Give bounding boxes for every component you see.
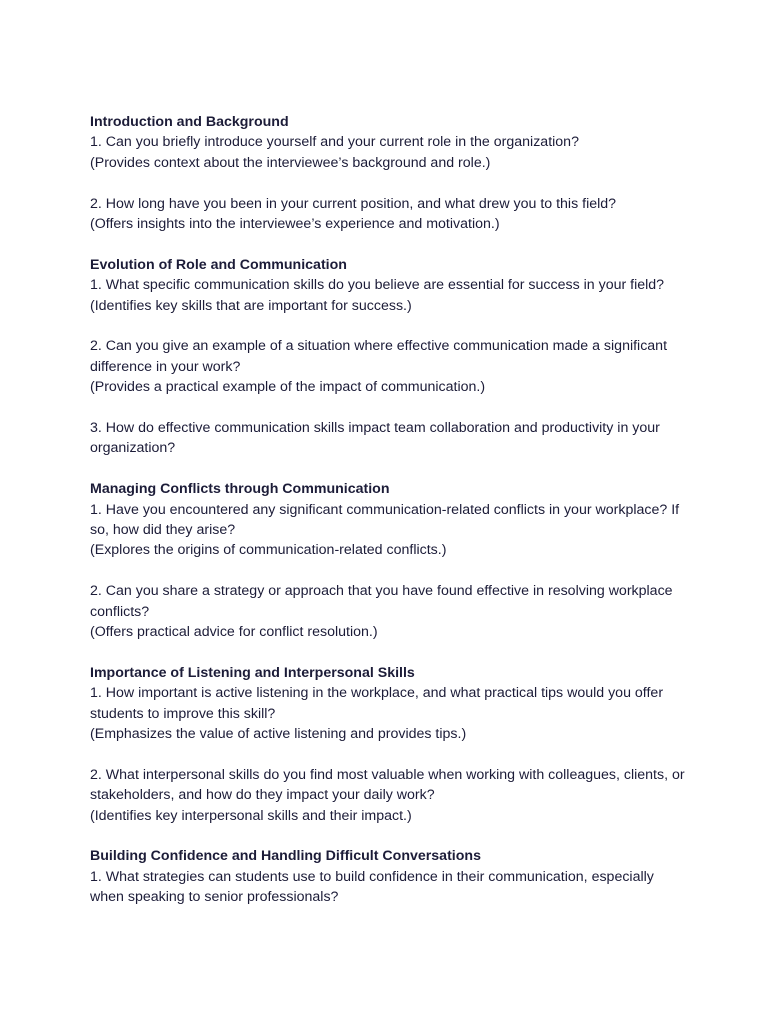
section-confidence: [90, 846, 690, 907]
question-text: 2. What interpersonal skills do you find most valuable when working with colleagues, clients, or stakeholders, and how do they impact your daily work?: [90, 766, 685, 804]
question-block: [90, 336, 690, 397]
question-block: [90, 867, 690, 908]
section-title: Building Confidence and Handling Difficult Conversations: [90, 848, 481, 865]
question-text: 2. How long have you been in your current position, and what drew you to this field?: [90, 195, 617, 212]
question-block: [90, 683, 690, 744]
question-block: [90, 418, 690, 459]
question-note: (Provides a practical example of the impact of communication.): [90, 379, 486, 396]
question-note: (Explores the origins of communication-related conflicts.): [90, 542, 447, 559]
question-text: 2. Can you give an example of a situation where effective communication made a significant difference in your work?: [90, 338, 668, 375]
question-block: [90, 132, 690, 173]
question-text: 1. What specific communication skills do you believe are essential for success in your field?: [90, 277, 665, 294]
question-text: 3. How do effective communication skills impact team collaboration and productivity in your organization?: [90, 420, 660, 457]
document-page: [90, 112, 690, 928]
question-text: 1. What strategies can students use to build confidence in their communication, especially when speaking to senior professionals?: [90, 868, 654, 906]
section-conflicts: [90, 479, 690, 642]
question-block: [90, 194, 690, 235]
section-evolution: [90, 255, 690, 459]
section-title: Evolution of Role and Communication: [90, 256, 347, 273]
section-title: Importance of Listening and Interpersonal Skills: [90, 664, 415, 681]
question-block: [90, 765, 690, 826]
question-note: (Offers insights into the interviewee’s experience and motivation.): [90, 216, 500, 233]
section-title: Introduction and Background: [90, 114, 289, 130]
question-note: (Provides context about the interviewee’s background and role.): [90, 154, 491, 171]
question-note: (Offers practical advice for conflict resolution.): [90, 624, 378, 641]
question-text: 1. Have you encountered any significant communication-related conflicts in your workplace? If so, how did they arise?: [90, 501, 680, 539]
question-text: 1. How important is active listening in the workplace, and what practical tips would you offer students to improve this skill?: [90, 685, 664, 722]
section-listening: [90, 663, 690, 826]
question-text: 1. Can you briefly introduce yourself and your current role in the organization?: [90, 134, 579, 151]
question-block: [90, 275, 690, 316]
question-note: (Identifies key skills that are important for success.): [90, 297, 412, 314]
question-note: (Emphasizes the value of active listening and provides tips.): [90, 726, 467, 743]
question-block: [90, 500, 690, 561]
section-introduction: [90, 112, 690, 234]
question-block: [90, 581, 690, 642]
question-text: 2. Can you share a strategy or approach that you have found effective in resolving workplace conflicts?: [90, 583, 673, 620]
section-title: Managing Conflicts through Communication: [90, 481, 390, 498]
question-note: (Identifies key interpersonal skills and their impact.): [90, 807, 412, 824]
